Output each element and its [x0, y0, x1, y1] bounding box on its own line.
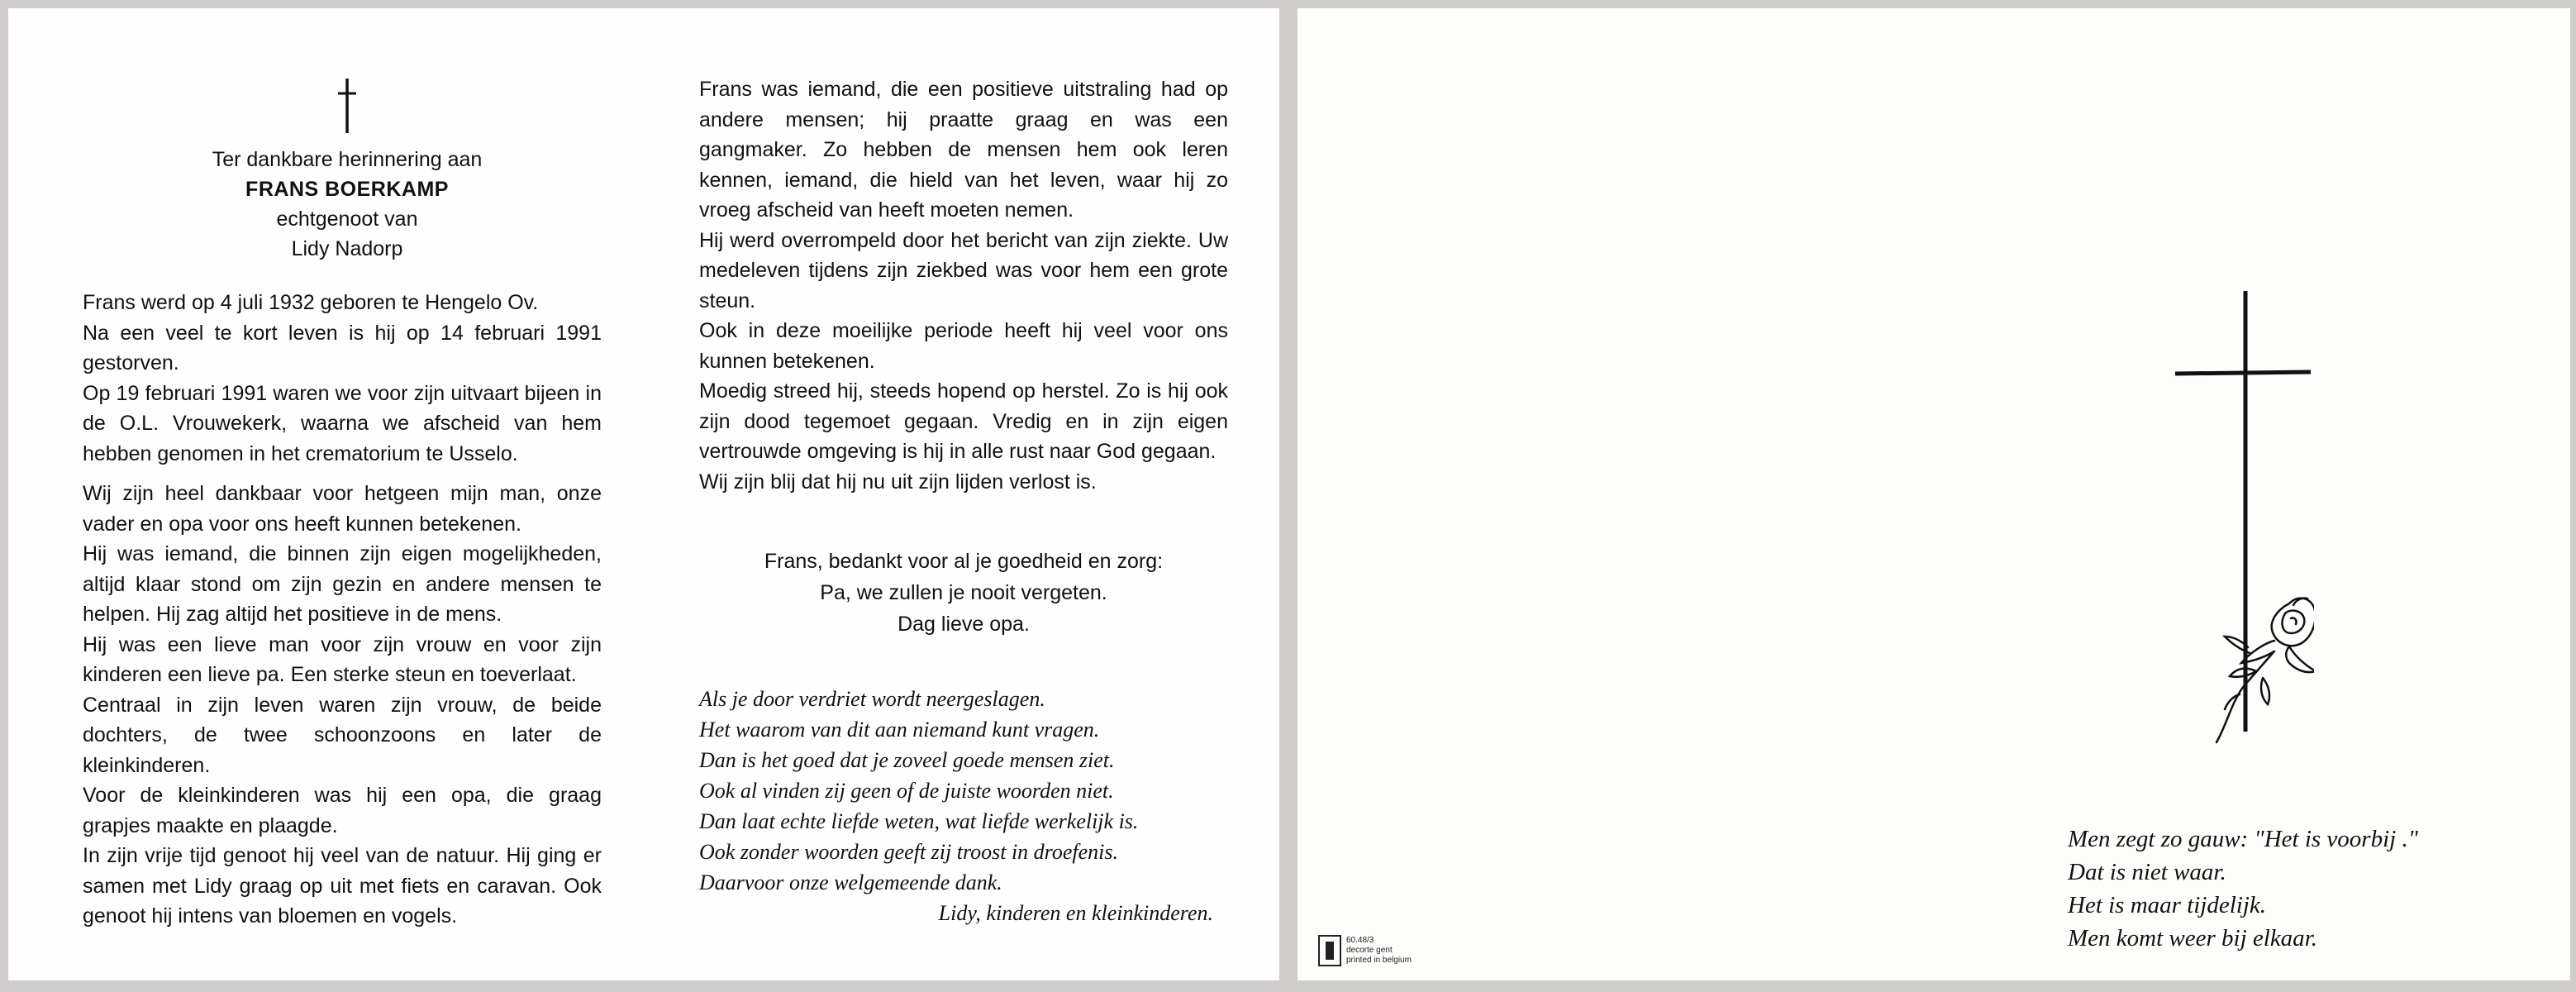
tribute-paragraph: Wij zijn blij dat hij nu uit zijn lijden verlost is.: [699, 470, 1097, 494]
bio-paragraph: Hij was iemand, die binnen zijn eigen mogelijkheden, altijd klaar stond om zijn gezin en andere mensen te helpen. Hij zag altijd het positieve in de mens.: [83, 542, 602, 626]
poem-line: Ook al vinden zij geen of de juiste woorden niet.: [699, 779, 1114, 803]
rose-icon: [2217, 598, 2314, 742]
bio-paragraph: Voor de kleinkinderen was hij een opa, die graag grapjes maakte en plaagde.: [83, 784, 602, 837]
card-inner-left: [8, 8, 1279, 980]
poem-line: Als je door verdriet wordt neergeslagen.: [699, 687, 1045, 711]
bio-paragraph: Centraal in zijn leven waren zijn vrouw, de beide dochters, de twee schoonzoons en later de kleinkinderen.: [83, 693, 602, 777]
memorial-heading: [83, 145, 612, 264]
poem-line: Dan is het goed dat je zoveel goede mensen ziet.: [699, 748, 1115, 772]
heading-relation: echtgenoot van: [276, 207, 418, 231]
bio-paragraph: Op 19 februari 1991 waren we voor zijn uitvaart bijeen in de O.L. Vrouwekerk, waarna we afscheid van hem hebben genomen in het crematorium te Usselo.: [83, 381, 602, 465]
poem-line: Het waarom van dit aan niemand kunt vragen.: [699, 718, 1100, 742]
tribute-paragraph: Ook in deze moeilijke periode heeft hij veel voor ons kunnen betekenen.: [699, 319, 1228, 373]
printer-info: [1346, 936, 1412, 966]
verse-line: Men komt weer bij elkaar.: [2068, 925, 2318, 951]
printer-mark: [1318, 932, 1412, 970]
bio-paragraph: In zijn vrije tijd genoot hij veel van de natuur. Hij ging er samen met Lidy graag op uit met fiets en caravan. Ook genoot hij intens van bloemen en vogels.: [83, 844, 602, 928]
farewell-line: Dag lieve opa.: [898, 613, 1030, 636]
spouse-name: Lidy Nadorp: [291, 237, 403, 260]
bio-paragraph: Na een veel te kort leven is hij op 14 februari 1991 gestorven.: [83, 321, 602, 374]
verse-line: Dat is niet waar.: [2068, 859, 2226, 885]
cross-icon: [335, 77, 359, 135]
tribute-paragraph: Frans was iemand, die een positieve uitstraling had op andere mensen; hij praatte graag en was een gangmaker. Zo hebben de mensen hem ook leren kennen, iemand, die hield van het leven, waar hij zo vroeg afscheid van heeft moeten nemen.: [699, 78, 1228, 222]
poem-line: Daarvoor onze welgemeende dank.: [699, 870, 1002, 894]
farewell-line: Pa, we zullen je nooit vergeten.: [820, 581, 1107, 604]
heading-intro: Ter dankbare herinnering aan: [212, 148, 483, 171]
card-front-right: [1298, 8, 2570, 980]
printer-code: 60.48/3: [1346, 936, 1374, 945]
cross-with-rose-illustration: [2165, 289, 2314, 752]
deceased-name: FRANS BOERKAMP: [245, 178, 449, 201]
poem-line: Ook zonder woorden geeft zij troost in droefenis.: [699, 840, 1118, 864]
closing-verse: [2068, 823, 2531, 955]
biography-text: [83, 288, 602, 932]
bio-paragraph: Hij was een lieve man voor zijn vrouw en voor zijn kinderen een lieve pa. Een sterke steun en toeverlaat.: [83, 632, 602, 686]
cross-icon: [2175, 291, 2311, 732]
tribute-paragraph: Hij werd overrompeld door het bericht van zijn ziekte. Uw medeleven tijdens zijn ziekbed was voor hem een grote steun.: [699, 228, 1228, 312]
farewell-lines: [699, 546, 1228, 640]
bio-paragraph: Wij zijn heel dankbaar voor hetgeen mijn man, onze vader en opa voor ons heeft kunnen betekenen.: [83, 482, 602, 536]
farewell-line: Frans, bedankt voor al je goedheid en zorg:: [764, 550, 1164, 573]
printer-country: printed in belgium: [1346, 956, 1412, 965]
poem-line: Dan laat echte liefde weten, wat liefde werkelijk is.: [699, 809, 1139, 833]
tribute-paragraph: Moedig streed hij, steeds hopend op herstel. Zo is hij ook zijn dood tegemoet gegaan. Vredig en in zijn eigen vertrouwde omgeving is hij in alle rust naar God gegaan.: [699, 379, 1228, 463]
printer-logo-icon: [1318, 935, 1341, 966]
verse-line: Men zegt zo gauw: "Het is voorbij .": [2068, 826, 2418, 852]
tribute-text: [699, 74, 1228, 497]
printer-name: decorte gent: [1346, 946, 1393, 955]
verse-line: Het is maar tijdelijk.: [2068, 892, 2267, 918]
family-signature: Lidy, kinderen en kleinkinderen.: [938, 901, 1213, 925]
bio-paragraph: Frans werd op 4 juli 1932 geboren te Hengelo Ov.: [83, 291, 539, 314]
thank-you-poem: [699, 684, 1228, 928]
